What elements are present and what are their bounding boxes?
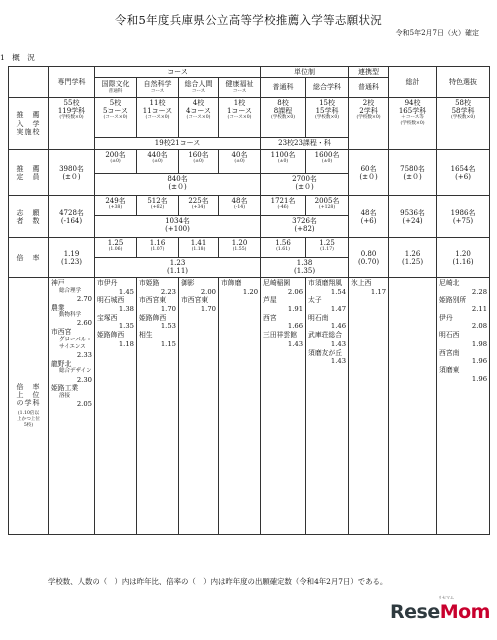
row-label-capacity: 推 薦 定 員 — [9, 150, 49, 196]
ratio-sogogaku: 1.25 (1.17) — [306, 238, 349, 258]
top-shizen-item: 市姫路 — [139, 279, 160, 288]
ratio-shizen: 1.16 (1.07) — [137, 238, 179, 258]
overview-table — [8, 66, 490, 535]
header-total: 総計 — [389, 67, 437, 98]
top-kokusai-item: 宝塚西 — [97, 313, 118, 322]
top-sogogaku: 市須磨翔風 1.54 太子 1.47 明石南 1.46 武庫荘総合 1.43 須磨友が丘 1.43 — [306, 278, 349, 535]
schools-kenko: 1校 1コース (コース×0) — [219, 98, 261, 138]
capacity-total: 7580名 (±０) — [389, 150, 437, 196]
top-senmon-item: 神戸 総合理学 2.70 — [51, 279, 92, 303]
schools-futsu: 8校 8課程 (学校数×0) — [261, 98, 306, 138]
schools-kokusai: 5校 5コース (コース×0) — [95, 98, 137, 138]
top-sogo: 御影 2.00 市西宮東 1.70 — [179, 278, 219, 535]
top-sogogaku-item: 明石南 — [308, 313, 329, 322]
row-label-ratio: 倍 率 — [9, 238, 49, 278]
ratio-senmon: 1.19 (1.23) — [49, 238, 95, 278]
footnote: 学校数、人数の（ ）内は昨年比、倍率の（ ）内は昨年度の出願確定数（令和4年2月7日）である。 — [48, 577, 388, 586]
applicants-sogogaku: 2005名 (+128) — [306, 196, 349, 216]
top-kenko: 市飾磨 1.20 — [219, 278, 261, 535]
top-shizen-item: 市西宮東 — [139, 296, 167, 305]
applicants-tanisei-total: 3726名 (+82) — [261, 216, 349, 238]
applicants-shizen: 512名 (+62) — [137, 196, 179, 216]
capacity-tokushoku: 1654名 (+6) — [437, 150, 490, 196]
ratio-sogo: 1.41 (1.18) — [179, 238, 219, 258]
ratio-course-total: 1.23 (1.11) — [95, 258, 261, 278]
applicants-senmon: 4728名 (-164) — [49, 196, 95, 238]
applicants-kokusai: 249名 (+38) — [95, 196, 137, 216]
applicants-tokushoku: 1986名 (+75) — [437, 196, 490, 238]
capacity-sogo: 160名 (±0) — [179, 150, 219, 174]
capacity-tanisei-total: 2700名 (±０) — [261, 174, 349, 196]
header-renkei-futsu: 普通科 — [349, 78, 389, 98]
applicants-futsu: 1721名 (-46) — [261, 196, 306, 216]
capacity-senmon: 3980名 (±０) — [49, 150, 95, 196]
capacity-sogogaku: 1600名 (±0) — [306, 150, 349, 174]
header-sogogaku: 総合学科 — [306, 78, 349, 98]
top-tokushoku-item: 明石西 — [439, 331, 460, 340]
top-tokushoku-item: 伊丹 — [439, 313, 453, 322]
ratio-tokushoku: 1.20 (1.16) — [437, 238, 490, 278]
header-senmon: 専門学科 — [49, 67, 95, 98]
top-kokusai-item: 明石城西 — [97, 296, 125, 305]
top-tokushoku-item: 須磨東 — [439, 365, 460, 374]
top-tokushoku-item: 尼崎北 — [439, 279, 460, 288]
top-senmon-item: 市西宮 グローバル・サイエンス 2.33 — [51, 328, 92, 360]
top-senmon — [49, 278, 95, 535]
top-shizen-item: 相生 — [139, 331, 153, 340]
top-shizen: 市姫路 2.23 市西宮東 1.70 姫路飾西 1.53 相生 1.15 — [137, 278, 179, 535]
row-label-top: 倍 率 上 位 の学科 (1.10倍以 上かつ上位 5校) — [9, 278, 49, 535]
applicants-renkei: 48名 (+6) — [349, 196, 389, 238]
schools-sogo: 4校 4コース (コース×0) — [179, 98, 219, 138]
top-futsu: 尼崎稲園 2.06 芦屋 1.91 西宮 1.66 三田祥雲館 1.43 — [261, 278, 306, 535]
top-renkei-item: 氷上西 — [351, 279, 372, 288]
top-senmon-item: 農業 動物科学 2.60 — [51, 303, 92, 328]
top-senmon-item: 姫路工業 溶接 2.05 — [51, 384, 92, 409]
ratio-renkei: 0.80 (0.70) — [349, 238, 389, 278]
top-kokusai-item: 市伊丹 — [97, 279, 118, 288]
section-heading: 1 概 況 — [0, 53, 35, 62]
schools-course-total: 19校21コース — [95, 138, 261, 150]
top-sogo-item: 御影 — [181, 279, 195, 288]
header-renkei: 連携型 — [349, 67, 389, 78]
top-futsu-item: 芦屋 — [263, 296, 277, 305]
header-sogo: 総合人間 コース — [179, 78, 219, 98]
header-kokusai: 国際文化 普通科 — [95, 78, 137, 98]
top-sogogaku-item: 太子 — [308, 296, 322, 305]
top-total — [389, 278, 437, 535]
row-label-schools: 推 薦 入 学 実施校 — [9, 98, 49, 150]
top-futsu-item: 西宮 — [263, 313, 277, 322]
header-tokushoku: 特色選抜 — [437, 67, 490, 98]
header-course: コース — [95, 67, 261, 78]
top-shizen-item: 姫路飾西 — [139, 313, 167, 322]
top-sogogaku-item: 武庫荘総合 — [308, 331, 343, 340]
header-kenko: 健康福祉 コース — [219, 78, 261, 98]
top-sogogaku-item: 須磨友が丘 — [308, 348, 343, 357]
capacity-shizen: 440名 (±0) — [137, 150, 179, 174]
ratio-kenko: 1.20 (1.55) — [219, 238, 261, 258]
ratio-total: 1.26 (1.25) — [389, 238, 437, 278]
applicants-total: 9536名 (+24) — [389, 196, 437, 238]
confirmation-date: 令和5年2月7日（火）確定 — [395, 29, 479, 37]
schools-tokushoku: 58校 58学科 (学校数×0) — [437, 98, 490, 150]
capacity-kenko: 40名 (±0) — [219, 150, 261, 174]
top-senmon-item: 龍野北 総合デザイン 2.30 — [51, 359, 92, 384]
capacity-kokusai: 200名 (±0) — [95, 150, 137, 174]
top-sogogaku-item: 市須磨翔風 — [308, 279, 343, 288]
top-sogo-item: 市西宮東 — [181, 296, 209, 305]
ratio-kokusai: 1.25 (1.06) — [95, 238, 137, 258]
capacity-renkei: 60名 (±０) — [349, 150, 389, 196]
schools-sogogaku: 15校 15学科 (学校数×0) — [306, 98, 349, 138]
top-kokusai-item: 姫路飾西 — [97, 331, 125, 340]
top-tokushoku: 尼崎北 2.28 姫路別所 2.11 伊丹 2.08 明石西 1.98 西宮南 1.96 須磨東 1.96 — [437, 278, 490, 535]
top-kenko-item: 市飾磨 — [221, 279, 242, 288]
schools-shizen: 11校 11コース (コース×0) — [137, 98, 179, 138]
top-kokusai: 市伊丹 1.45 明石城西 1.38 宝塚西 1.35 姫路飾西 1.18 — [95, 278, 137, 535]
header-futsu: 普通科 — [261, 78, 306, 98]
applicants-sogo: 225名 (+34) — [179, 196, 219, 216]
schools-renkei: 2校 2学科 (学校数×0) — [349, 98, 389, 150]
resemom-logo: ReseMom — [390, 601, 490, 623]
applicants-kenko: 48名 (-14) — [219, 196, 261, 216]
ratio-futsu: 1.56 (1.61) — [261, 238, 306, 258]
header-shizen: 自然科学 コース — [137, 78, 179, 98]
row-label-applicants: 志 願 者 数 — [9, 196, 49, 238]
top-tokushoku-item: 姫路別所 — [439, 296, 467, 305]
header-blank — [9, 67, 49, 98]
logo-subtext: リセマム — [438, 595, 454, 600]
schools-tanisei-total: 23校23課程・科 — [261, 138, 349, 150]
header-tanisei: 単位制 — [261, 67, 349, 78]
schools-total: 94校 165学科 ＋コース等 (学校数×0) — [389, 98, 437, 150]
top-tokushoku-item: 西宮南 — [439, 348, 460, 357]
capacity-course-total: 840名 (±０) — [95, 174, 261, 196]
top-futsu-item: 尼崎稲園 — [263, 279, 291, 288]
top-renkei: 氷上西 1.17 — [349, 278, 389, 535]
document-title: 令和5年度兵庫県公立高等学校推薦入学等志願状況 — [114, 13, 383, 27]
applicants-course-total: 1034名 (+100) — [95, 216, 261, 238]
capacity-futsu: 1100名 (±0) — [261, 150, 306, 174]
top-futsu-item: 三田祥雲館 — [263, 331, 298, 340]
schools-senmon: 55校 119学科 (学校数×0) — [49, 98, 95, 150]
ratio-tanisei-total: 1.38 (1.35) — [261, 258, 349, 278]
